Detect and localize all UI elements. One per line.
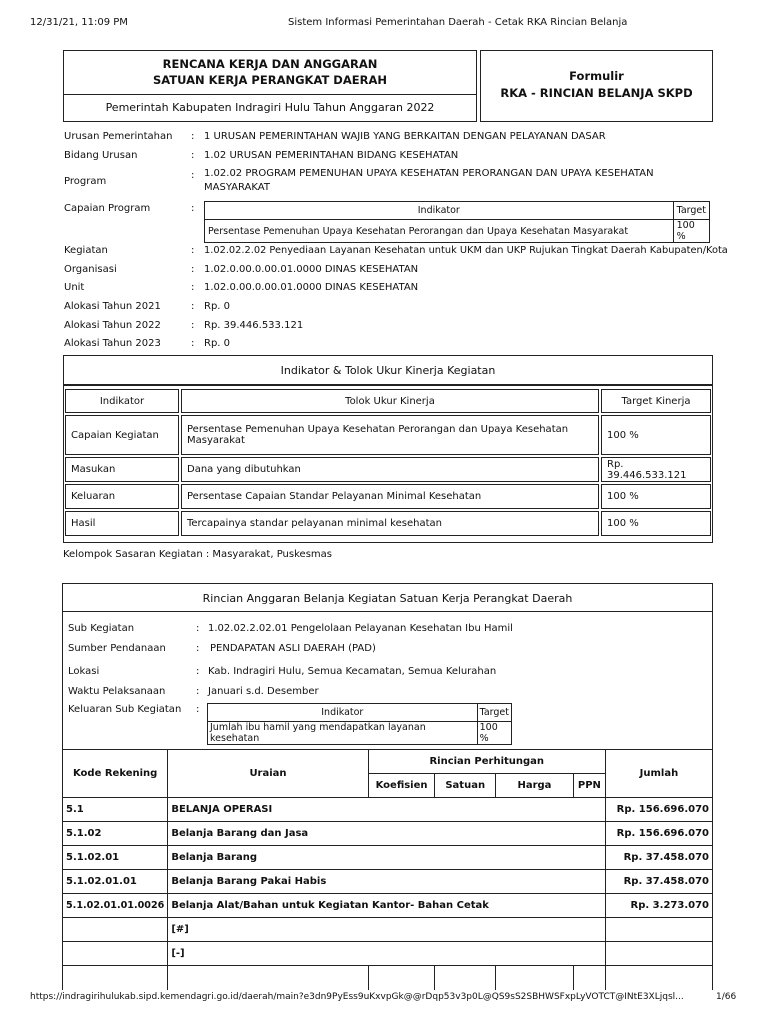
ind-col-tolok: Tolok Ukur Kinerja: [181, 389, 599, 413]
row-uraian: Belanja Barang: [168, 846, 606, 870]
program-value-line1: 1.02.02 PROGRAM PEMENUHAN UPAYA KESEHATAN PERORANGAN DAN UPAYA KESEHATAN: [204, 168, 654, 179]
urusan-label: Urusan Pemerintahan: [64, 131, 173, 142]
subtitle: Pemerintah Kabupaten Indragiri Hulu Tahun Anggaran 2022: [105, 101, 435, 114]
cut-cell: [573, 966, 605, 990]
colon: :: [191, 203, 195, 214]
print-datetime: 12/31/21, 11:09 PM: [30, 17, 128, 28]
alokasi-2022-label: Alokasi Tahun 2022: [64, 320, 161, 331]
print-url: https://indragirihulukab.sipd.kemendagri.go.id/daerah/main?e3dn9PyEss9uKxvpGk@@rDqp53v3p0L@QS9sS2SBHWSFxpLyVOTCT@INtE3XLjqsl...: [30, 992, 684, 1002]
col-jumlah: Jumlah: [605, 750, 712, 798]
colon: :: [191, 301, 195, 312]
alokasi-2022-value: Rp. 39.446.533.121: [204, 320, 304, 331]
row-kode: [63, 942, 168, 966]
keluaran-col-indikator: Indikator: [208, 704, 478, 722]
ind-row-target: 100 %: [601, 484, 711, 509]
row-uraian: Belanja Barang dan Jasa: [168, 822, 606, 846]
capaian-label: Capaian Program: [64, 203, 151, 214]
ind-col-indikator: Indikator: [65, 389, 179, 413]
colon: :: [196, 666, 200, 677]
ind-row-target: Rp. 39.446.533.121: [601, 457, 711, 482]
keluaran-table: [207, 703, 512, 745]
row-kode: 5.1.02.01: [63, 846, 168, 870]
form-label: Formulir: [569, 69, 624, 83]
row-kode: 5.1.02.01.01.0026: [63, 894, 168, 918]
capaian-target: 100 %: [673, 220, 709, 243]
colon: :: [191, 320, 195, 331]
col-kode: Kode Rekening: [63, 750, 168, 798]
ind-row-indikator: Masukan: [65, 457, 179, 482]
ind-row-tolok: Dana yang dibutuhkan: [181, 457, 599, 482]
lokasi-value: Kab. Indragiri Hulu, Semua Kecamatan, Semua Kelurahan: [208, 666, 497, 677]
row-jumlah: Rp. 156.696.070: [605, 798, 712, 822]
ind-row-tolok: Tercapainya standar pelayanan minimal kesehatan: [181, 511, 599, 536]
bidang-label: Bidang Urusan: [64, 150, 138, 161]
keluaran-target: 100 %: [477, 722, 511, 745]
cut-cell: [63, 966, 168, 990]
organisasi-label: Organisasi: [64, 264, 117, 275]
bidang-value: 1.02 URUSAN PEMERINTAHAN BIDANG KESEHATAN: [204, 150, 459, 161]
row-jumlah: Rp. 37.458.070: [605, 870, 712, 894]
lokasi-label: Lokasi: [68, 666, 100, 677]
row-uraian: [-]: [168, 942, 606, 966]
alokasi-2023-label: Alokasi Tahun 2023: [64, 338, 161, 349]
alokasi-2021-value: Rp. 0: [204, 301, 231, 312]
kegiatan-label: Kegiatan: [64, 245, 108, 256]
colon: :: [196, 623, 200, 634]
kelompok-sasaran: Kelompok Sasaran Kegiatan : Masyarakat, Puskesmas: [63, 549, 332, 560]
cut-cell: [605, 966, 712, 990]
colon: :: [191, 131, 195, 142]
cut-cell: [435, 966, 496, 990]
keluaran-label: Keluaran Sub Kegiatan: [68, 704, 182, 715]
ind-row-tolok: Persentase Capaian Standar Pelayanan Minimal Kesehatan: [181, 484, 599, 509]
rincian-title-box: [62, 583, 713, 612]
cut-cell: [168, 966, 368, 990]
colon: :: [191, 170, 195, 181]
row-kode: 5.1.02: [63, 822, 168, 846]
keluaran-indikator: Jumlah ibu hamil yang mendapatkan layanan kesehatan: [208, 722, 478, 745]
capaian-col-target: Target: [673, 202, 709, 220]
colon: :: [196, 643, 200, 654]
program-label: Program: [64, 176, 107, 187]
ind-row-indikator: Capaian Kegiatan: [65, 415, 179, 455]
ind-row-tolok-line1: Persentase Pemenuhan Upaya Kesehatan Perorangan dan Upaya Kesehatan: [187, 424, 569, 435]
colon: :: [196, 704, 200, 715]
row-jumlah: [605, 918, 712, 942]
row-uraian: [#]: [168, 918, 606, 942]
sumber-label: Sumber Pendanaan: [68, 643, 166, 654]
capaian-indikator: Persentase Pemenuhan Upaya Kesehatan Perorangan dan Upaya Kesehatan Masyarakat: [205, 220, 674, 243]
title-box: [63, 50, 477, 95]
row-uraian: Belanja Barang Pakai Habis: [168, 870, 606, 894]
alokasi-2021-label: Alokasi Tahun 2021: [64, 301, 161, 312]
row-kode: 5.1: [63, 798, 168, 822]
row-kode: [63, 918, 168, 942]
keluaran-col-target: Target: [477, 704, 511, 722]
organisasi-value: 1.02.0.00.0.00.01.0000 DINAS KESEHATAN: [204, 264, 419, 275]
colon: :: [196, 686, 200, 697]
indikator-section-title: Indikator & Tolok Ukur Kinerja Kegiatan: [280, 364, 496, 377]
unit-value: 1.02.0.00.0.00.01.0000 DINAS KESEHATAN: [204, 282, 419, 293]
col-satuan: Satuan: [435, 774, 496, 798]
sub-kegiatan-label: Sub Kegiatan: [68, 623, 135, 634]
row-jumlah: Rp. 156.696.070: [605, 822, 712, 846]
colon: :: [191, 282, 195, 293]
waktu-value: Januari s.d. Desember: [208, 686, 319, 697]
alokasi-2023-value: Rp. 0: [204, 338, 231, 349]
form-name: RKA - RINCIAN BELANJA SKPD: [500, 86, 693, 100]
col-harga: Harga: [496, 774, 574, 798]
form-box: [480, 50, 713, 122]
ind-col-target: Target Kinerja: [601, 389, 711, 413]
title-line2: SATUAN KERJA PERANGKAT DAERAH: [152, 73, 387, 87]
capaian-table: [204, 201, 710, 243]
print-page-count: 1/66: [716, 992, 737, 1002]
title-line1: RENCANA KERJA DAN ANGGARAN: [162, 57, 378, 71]
subtitle-box: [63, 94, 477, 122]
cut-cell: [496, 966, 574, 990]
row-kode: 5.1.02.01.01: [63, 870, 168, 894]
ind-row-target: 100 %: [601, 415, 711, 455]
print-page-title: Sistem Informasi Pemerintahan Daerah - Cetak RKA Rincian Belanja: [288, 17, 628, 28]
colon: :: [191, 338, 195, 349]
colon: :: [191, 245, 195, 256]
indikator-table: [63, 387, 713, 538]
ind-row-target: 100 %: [601, 511, 711, 536]
waktu-label: Waktu Pelaksanaan: [68, 686, 166, 697]
cut-cell: [368, 966, 435, 990]
colon: :: [191, 150, 195, 161]
ind-row-indikator: Keluaran: [65, 484, 179, 509]
ind-row-tolok: [181, 415, 599, 455]
rincian-title: Rincian Anggaran Belanja Kegiatan Satuan Kerja Perangkat Daerah: [202, 592, 573, 605]
program-value-line2: MASYARAKAT: [204, 182, 270, 193]
rincian-table: [62, 749, 713, 990]
col-rincian: Rincian Perhitungan: [368, 750, 605, 774]
kegiatan-value: 1.02.02.2.02 Penyediaan Layanan Kesehatan untuk UKM dan UKP Rujukan Tingkat Daerah Kabupaten/Kota: [204, 245, 728, 256]
col-koefisien: Koefisien: [368, 774, 435, 798]
row-jumlah: Rp. 37.458.070: [605, 846, 712, 870]
ind-row-indikator: Hasil: [65, 511, 179, 536]
row-uraian: BELANJA OPERASI: [168, 798, 606, 822]
urusan-value: 1 URUSAN PEMERINTAHAN WAJIB YANG BERKAITAN DENGAN PELAYANAN DASAR: [204, 131, 606, 142]
sub-kegiatan-value: 1.02.02.2.02.01 Pengelolaan Pelayanan Kesehatan Ibu Hamil: [208, 623, 513, 634]
colon: :: [191, 264, 195, 275]
col-uraian: Uraian: [168, 750, 368, 798]
indikator-section-title-box: [63, 355, 713, 385]
ind-row-tolok-line2: Masyarakat: [187, 435, 245, 446]
row-uraian: Belanja Alat/Bahan untuk Kegiatan Kantor- Bahan Cetak: [168, 894, 606, 918]
capaian-col-indikator: Indikator: [205, 202, 674, 220]
col-ppn: PPN: [573, 774, 605, 798]
unit-label: Unit: [64, 282, 85, 293]
sumber-value: PENDAPATAN ASLI DAERAH (PAD): [210, 643, 376, 654]
row-jumlah: Rp. 3.273.070: [605, 894, 712, 918]
row-jumlah: [605, 942, 712, 966]
